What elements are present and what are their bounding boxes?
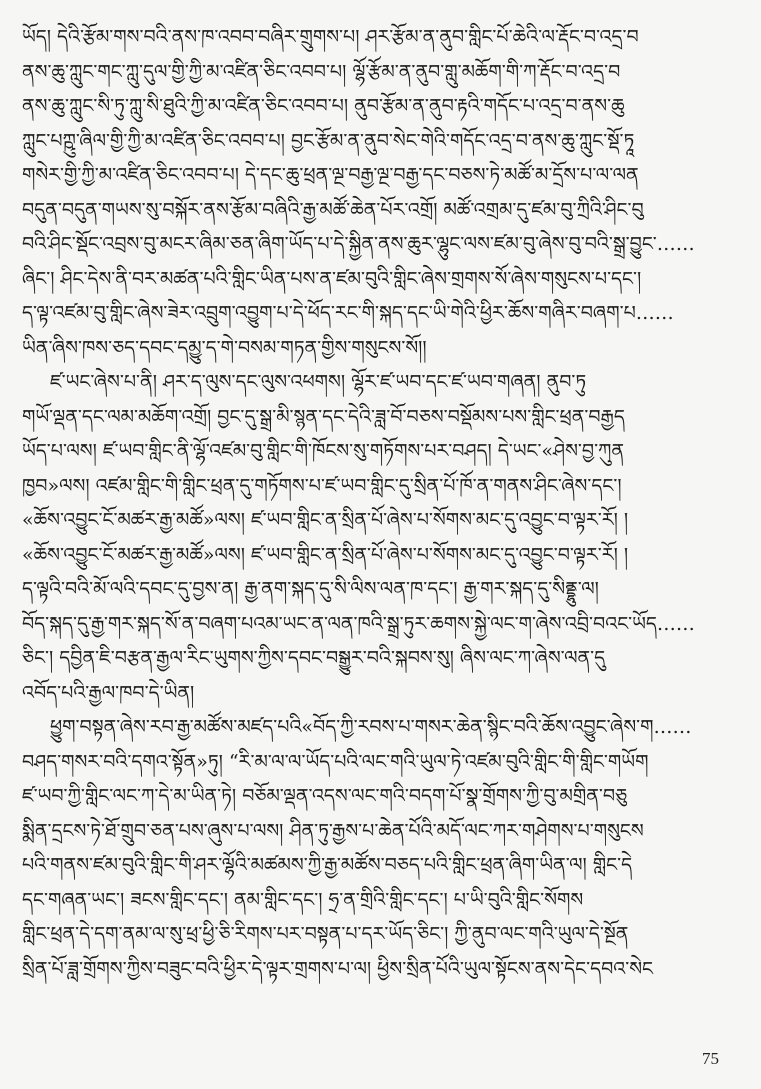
text-line: གླིང་ཕྲན་དེ་དག་ནམ་ལ་སུ་ཕྲ་ཕྱི་ཅི་རིགས་པར་བསྟན་པ་དར་ཡོད་ཅིང་། ཀྱི་ནུབ་ལང་གའི་ཡུལ་དེ་སྔོན <box>22 923 629 945</box>
text-line: ནས་ཆུ་ཀླུང་སི་ཏུ་ཀླུ་སི་ཐུའི་ཀྱི་མ་འཛིན་ཅིང་འབབ་པ། ནུབ་རྩོམ་ན་ནུབ་རྟའི་གདོང་པ་འདྲ་བ་ནས་ཆུ <box>22 95 625 117</box>
text-line: ཁྱབ»ལས། འཛམ་གླིང་གི་གླིང་ཕྲན་དུ་གཏོགས་པ་ཛ་ཡབ་གླིང་དུ་སྲིན་པོ་ཁོ་ན་གནས་ཤིང་ཞེས་དང་། <box>22 474 622 497</box>
text-line: བོད་སྐད་དུ་རྒྱ་གར་སྐད་སོ་ན་བཞག་པའམ་ཡང་ན་ལན་ཁའི་སྒྲ་ཏུར་ཆགས་སྐྱེ་ལང་ག་ཞེས་འབྲི་བའང་ཡོད…… <box>22 612 695 635</box>
text-line: པའི་གནས་ཛམ་བུའི་གླིང་གི་ཤར་ལྷོའི་མཚམས་ཀྱི་རྒྱ་མཚོས་བཅད་པའི་གླིང་ཕྲན་ཞིག་ཡིན་ལ། གླིང་དེ <box>22 854 633 876</box>
text-line: སྲིན་པོ་ཟླ་གྲོགས་ཀྱིས་བཟུང་བའི་ཕྱིར་དེ་ལྟར་གྲགས་པ་ལ། ཕྱིས་སྲིན་པོའི་ཡུལ་སྟོངས་ནས་དེང་དབའ་སེང <box>22 957 654 980</box>
text-line: ཡོད། དེའི་རྩོམ་གས་བའི་ནས་ཁ་འབབ་བཞིར་གྲུགས་པ། ཤར་རྩོམ་ན་ནུབ་གླིང་པོ་ཆེའི་ལ་རྡོང་བ་འདྲ་བ <box>22 26 639 48</box>
body-text <box>22 20 740 986</box>
text-line: བའི་ཤིང་སྡོང་འབྲས་བུ་མངར་ཞིམ་ཅན་ཞིག་ཡོད་པ་དེ་སྐྱིན་ནས་ཆུར་ལྷུང་ལས་ཛམ་བུ་ཞེས་བུ་བའི་སྒྲ་བྱུང་…… <box>22 233 695 255</box>
text-line: ཛ་ཡབ་ཀྱི་གླིང་ལང་ཀ་དེ་མ་ཡིན་ཏེ། བཅོམ་ལྡན་འདས་ལང་གའི་བདག་པོ་སྣ་གྲོགས་ཀྱི་བུ་མགྲིན་བཅུ <box>22 785 628 807</box>
text-line: ཞིང་། ཤིང་དེས་ནི་བར་མཚན་པའི་གླིང་ཡིན་པས་ན་ཛམ་བུའི་གླིང་ཞེས་གྲགས་སོ་ཞེས་གསུངས་པ་དང་། <box>22 267 642 290</box>
text-line: འབོད་པའི་རྒྱལ་ཁབ་དེ་ཡིན། <box>22 681 195 704</box>
text-line: དང་གཞན་ཡང་། ཟངས་གླིང་དང་། ནམ་གླིང་དང་། ཧྲ་ན་གྲིའི་གླིང་དང་། པ་ཡི་བུའི་གླིང་སོགས <box>22 888 584 911</box>
text-line: ཅིང་། དབྱིན་ཇི་བརྩན་རྒྱལ་རིང་ཡུགས་ཀྱིས་དབང་བསྒྱུར་བའི་སྐབས་སུ། ཞིས་ལང་ཀ་ཞེས་ལན་དུ <box>22 647 606 669</box>
text-line: «ཆོས་འབྱུང་ངོ་མཚར་རྒྱ་མཚོ»ལས། ཛ་ཡབ་གླིང་ན་སྲིན་པོ་ཞེས་པ་སོགས་མང་དུ་འབྱུང་བ་ལྟར་རོ། ། <box>22 509 629 531</box>
text-line: གསེར་གྱི་ཀྱི་མ་འཛིན་ཅིང་འབབ་པ། དེ་དང་ཆུ་ཕྲན་ལྔ་བརྒྱ་ལྔ་བརྒྱ་དང་བཅས་ཏེ་མཚོ་མ་དྲོས་པ་ལ་ལན <box>22 164 639 186</box>
text-line: ནས་ཆུ་ཀླུང་གང་ཀླུ་དུལ་གྱི་ཀྱི་མ་འཛིན་ཅིང་འབབ་པ། ལྷོ་རྩོམ་ན་ནུབ་གླུ་མཆོག་གི་ཀ་རྡོང་བ་འདྲ་བ <box>22 60 621 83</box>
text-line: ད་ལྟའི་བའི་མོ་ལའི་དབང་དུ་བྱས་ན། རྒྱ་ནག་སྐད་དུ་སི་ལིས་ལན་ཁ་དང་། རྒྱ་གར་སྐད་དུ་སིནྡྷུ་ལ། <box>22 578 599 600</box>
text-line: བཤད་གསར་བའི་དགའ་སྟོན»ཏུ། “རི་མ་ལ་ལ་ཡོད་པའི་ལང་གའི་ཡུལ་ཏེ་འཛམ་བུའི་གླིང་གི་གླིང་གཡོག <box>22 750 649 773</box>
text-line: ཡིན་ཞིས་ཁས་ཅད་དབང་དམྱུ་ད་གེ་བསམ་གཏན་གྱིས་གསུངས་སོ།། <box>22 336 427 359</box>
text-line: གཡོ་ལྡན་དང་ལམ་མཆོག་འགྲོ། བྱང་དུ་སྒྲ་མི་སྙན་དང་དེའི་ཟླ་བོ་བཅས་བསྡོམས་པས་གླིང་ཕྲན་བརྒྱད <box>22 405 625 428</box>
text-line: ཛ་ཡང་ཞེས་པ་ནི། ཤར་ད་ལུས་དང་ལུས་འཕགས། ལྷོར་ཛ་ཡབ་དང་ཛ་ཡབ་གཞན། ནུབ་ཏུ <box>50 371 587 393</box>
text-line: ད་ལྟ་འཛམ་བུ་གླིང་ཞེས་ཟེར་འབྲུག་འབྱུག་པ་དེ་ཕོད་རང་གི་སྐད་དང་ཡི་གེའི་ཕྱིར་ཆོས་གཞིར་བཞག་པ…… <box>22 302 674 324</box>
text-line: ཀླུང་པཀྵུ་ཞིལ་གྱི་ཀྱི་མ་འཛིན་ཅིང་འབབ་པ། བྱང་རྩོམ་ན་ནུབ་སེང་གེའི་གདོང་འདྲ་བ་ནས་ཆུ་ཀླུང་སྡོ་ཏཱ <box>22 129 635 152</box>
text-line: ཡོད་པ་ལས། ཛ་ཡབ་གླིང་ནི་ལྷོ་འཛམ་བུ་གླིང་གི་ཁོངས་སུ་གཏོགས་པར་བཤད། དེ་ཡང་«ཤེས་བྱ་ཀུན <box>22 440 625 462</box>
text-line: «ཆོས་འབྱུང་ངོ་མཚར་རྒྱ་མཚོ»ལས། ཛ་ཡབ་གླིང་ན་སྲིན་པོ་ཞེས་པ་སོགས་མང་དུ་འབྱུང་བ་ལྟར་རོ། ། <box>22 543 629 566</box>
text-line: ཕྱུག་བསྟན་ཞེས་རབ་རྒྱ་མཚོས་མཛད་པའི«བོད་ཀྱི་རབས་པ་གསར་ཆེན་སྙིང་བའི་ཆོས་འབྱུང་ཞེས་ག…… <box>50 716 692 738</box>
text-line: སྨིན་དྲངས་ཏེ་ཐོ་གྲུབ་ཅན་པས་ཞུས་པ་ལས། ཤིན་ཏུ་རྒྱས་པ་ཆེན་པོའི་མདོ་ལང་ཀར་གཤེགས་པ་གསུངས <box>22 819 644 842</box>
text-line: བདུན་བདུན་གཡས་སུ་བསྐོར་ནས་རྩོམ་བཞིའི་རྒྱ་མཚོ་ཆེན་པོར་འགྲོ། མཚོ་འགྲམ་དུ་ཛམ་བུ་ཀྲིའི་ཤིང་བུ <box>22 198 644 221</box>
page-number: 75 <box>702 1049 719 1068</box>
